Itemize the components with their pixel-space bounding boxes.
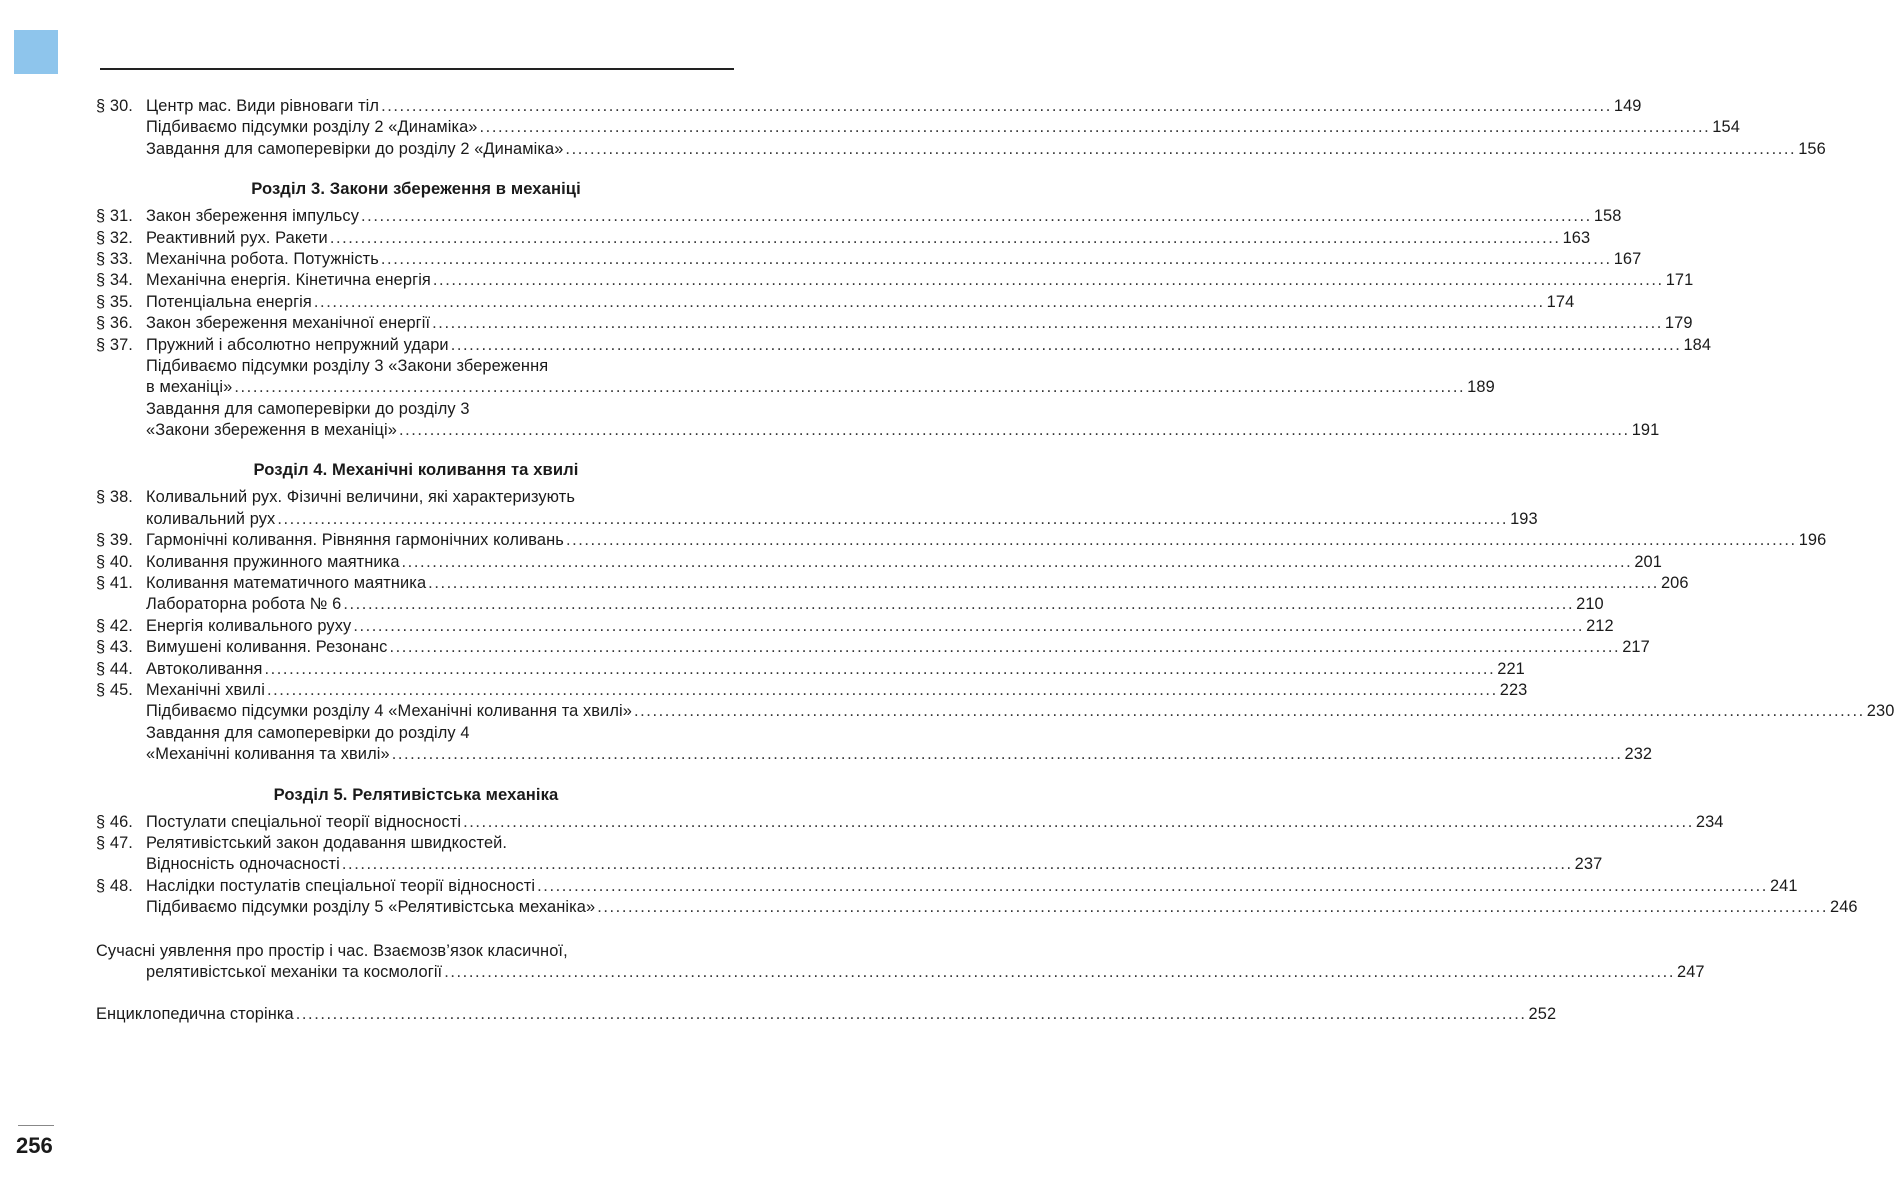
entry-number: § 35. [96, 292, 133, 311]
entry-page: 237 [1574, 855, 1603, 874]
toc-entry[interactable] [96, 812, 1724, 833]
entry-page: 174 [1546, 292, 1575, 311]
toc-entry[interactable] [96, 292, 1575, 313]
entry-page: 179 [1664, 314, 1693, 333]
entry-title-line: Завдання для самоперевірки до розділу 3 [146, 399, 470, 418]
toc-entry[interactable] [96, 487, 1538, 530]
entry-page: 234 [1695, 812, 1724, 831]
leader-dots: ........................................................................................................................................................................................................ [264, 659, 1496, 678]
entry-number: § 43. [96, 638, 133, 657]
leader-dots: ........................................................................................................................................................................................................ [398, 421, 1630, 440]
toc-entry[interactable] [96, 206, 1622, 227]
entry-first-line [96, 833, 736, 854]
entry-last-line [96, 744, 1653, 765]
leader-dots: ........................................................................................................................................................................................................ [428, 574, 1659, 593]
entry-title: Реактивний рух. Ракети [146, 228, 328, 247]
entry-line [96, 1004, 1557, 1025]
entry-title-line: Коливальний рух. Фізичні величини, які характеризують [146, 488, 575, 507]
section-heading: Розділ 5. Релятивістська механіка [273, 784, 559, 804]
entry-page: 154 [1712, 118, 1740, 137]
entry-title: Гармонічні коливання. Рівняння гармонічних коливань [146, 531, 564, 550]
toc-entry[interactable] [96, 573, 1689, 594]
entry-number: § 42. [96, 616, 133, 635]
entry-title: «Механічні коливання та хвилі» [146, 745, 390, 764]
entry-title-line: Завдання для самоперевірки до розділу 4 [146, 723, 470, 742]
entry-line [96, 897, 1858, 918]
entry-title: Наслідки постулатів спеціальної теорії відносності [146, 876, 536, 895]
entry-page: 212 [1586, 616, 1614, 635]
entry-line [96, 206, 1622, 227]
toc-entry[interactable] [96, 701, 1894, 722]
entry-title: Вимушені коливання. Резонанс [146, 638, 388, 657]
entry-title: Центр мас. Види рівноваги тіл [146, 97, 380, 115]
toc-section [96, 178, 1712, 441]
entry-title: «Закони збереження в механіці» [146, 421, 397, 440]
corner-color-block [14, 30, 58, 74]
entry-title: Механічна робота. Потужність [146, 249, 379, 268]
entry-line [96, 96, 1642, 117]
toc-entry[interactable] [96, 117, 1740, 138]
entry-line [96, 335, 1712, 356]
toc-section [96, 784, 1858, 919]
toc-entry[interactable] [96, 941, 1705, 984]
entry-last-line [96, 509, 1538, 530]
entry-title-line: Сучасні уявлення про простір і час. Взаємозв’язок класичної, [96, 941, 568, 960]
entry-line [96, 701, 1894, 722]
toc-entry[interactable] [96, 270, 1694, 291]
leader-dots: ........................................................................................................................................................................................................ [450, 335, 1682, 354]
leader-dots: ........................................................................................................................................................................................................ [329, 228, 1561, 247]
leader-dots: ........................................................................................................................................................................................................ [444, 962, 1675, 981]
entry-page: 191 [1631, 421, 1660, 440]
entry-first-line [96, 399, 736, 420]
entry-last-line [96, 377, 1495, 398]
leader-dots: ........................................................................................................................................................................................................ [313, 292, 1545, 311]
toc-section [96, 459, 1894, 765]
entry-line [96, 292, 1575, 313]
toc-entry[interactable] [96, 897, 1858, 918]
entry-page: 217 [1622, 638, 1650, 657]
entry-title: Пружний і абсолютно непружний удари [146, 335, 449, 354]
leader-dots: ........................................................................................................................................................................................................ [463, 812, 1694, 831]
entry-number: § 41. [96, 574, 133, 593]
toc-entry[interactable] [96, 356, 1495, 399]
entry-page: 206 [1660, 574, 1689, 593]
entry-title: Лабораторна робота № 6 [146, 595, 342, 614]
entry-page: 163 [1562, 228, 1591, 247]
entry-first-line [96, 941, 736, 962]
leader-dots: ........................................................................................................................................................................................................ [391, 745, 1623, 764]
entry-title-line: Релятивістський закон додавання швидкостей. [146, 833, 508, 852]
entry-title: Енергія коливального руху [146, 616, 352, 635]
entry-page: 189 [1467, 378, 1495, 397]
entry-number: § 30. [96, 97, 133, 115]
leader-dots: ........................................................................................................................................................................................................ [432, 271, 1664, 290]
entry-line [96, 270, 1694, 291]
leader-dots: ........................................................................................................................................................................................................ [266, 680, 1498, 699]
toc-entry[interactable] [96, 530, 1827, 551]
toc-sections [96, 178, 1894, 918]
entry-number: § 34. [96, 271, 133, 290]
entry-title-line: Підбиваємо підсумки розділу 3 «Закони збереження [146, 356, 549, 375]
leader-dots: ........................................................................................................................................................................................................ [479, 118, 1711, 137]
entry-number: § 31. [96, 207, 133, 226]
toc-entry[interactable] [96, 1004, 1557, 1025]
toc-entry[interactable] [96, 249, 1642, 270]
leader-dots: ........................................................................................................................................................................................................ [341, 855, 1573, 874]
entry-number: § 48. [96, 876, 133, 895]
leader-dots: ........................................................................................................................................................................................................ [343, 595, 1575, 614]
entry-line [96, 552, 1662, 573]
entry-title: Механічна енергія. Кінетична енергія [146, 271, 431, 290]
entry-number: § 38. [96, 488, 133, 507]
leader-dots: ........................................................................................................................................................................................................ [432, 314, 1663, 333]
entry-line [96, 637, 1650, 658]
leader-dots: ........................................................................................................................................................................................................ [389, 638, 1621, 657]
entry-page: 167 [1613, 249, 1642, 268]
leader-dots: ........................................................................................................................................................................................................ [234, 378, 1466, 397]
toc-entry[interactable] [96, 659, 1525, 680]
entry-line [96, 228, 1591, 249]
entry-number: § 46. [96, 812, 133, 831]
entry-number: § 40. [96, 552, 133, 571]
toc-entry[interactable] [96, 594, 1604, 615]
section-heading: Розділ 4. Механічні коливання та хвилі [253, 460, 579, 480]
toc-entry[interactable] [96, 552, 1662, 573]
leader-dots: ........................................................................................................................................................................................................ [401, 552, 1633, 571]
entry-line [96, 249, 1642, 270]
entry-line [96, 573, 1689, 594]
entry-title: Коливання математичного маятника [146, 574, 427, 593]
entry-page: 149 [1613, 97, 1642, 115]
leader-dots: ........................................................................................................................................................................................................ [353, 616, 1585, 635]
entry-page: 232 [1624, 745, 1653, 764]
entry-number: § 45. [96, 680, 133, 699]
entry-line [96, 117, 1740, 138]
entry-page: 156 [1798, 139, 1826, 158]
entry-page: 230 [1866, 702, 1894, 721]
entry-line [96, 680, 1528, 701]
entry-title: Коливання пружинного маятника [146, 552, 400, 571]
leader-dots: ........................................................................................................................................................................................................ [361, 207, 1592, 226]
entry-title: Підбиваємо підсумки розділу 2 «Динаміка» [146, 118, 478, 137]
entry-number: § 44. [96, 659, 133, 678]
entry-number: § 37. [96, 335, 133, 354]
entry-number: § 33. [96, 249, 133, 268]
leader-dots: ........................................................................................................................................................................................................ [565, 139, 1797, 158]
entry-title: Підбиваємо підсумки розділу 4 «Механічні коливання та хвилі» [146, 702, 632, 721]
entry-page: 246 [1830, 898, 1858, 917]
page-mark [18, 1125, 54, 1126]
entry-number: § 32. [96, 228, 133, 247]
entry-line [96, 530, 1827, 551]
entry-number: § 39. [96, 531, 133, 550]
entry-first-line [96, 723, 736, 744]
page-number: 256 [16, 1133, 53, 1158]
leader-dots: ........................................................................................................................................................................................................ [597, 898, 1828, 917]
leader-dots: ........................................................................................................................................................................................................ [634, 702, 1865, 721]
entry-line [96, 139, 1826, 160]
leader-dots: ........................................................................................................................................................................................................ [295, 1005, 1527, 1024]
entry-line [96, 659, 1525, 680]
section-heading: Розділ 3. Закони збереження в механіці [251, 179, 581, 199]
entry-title: Потенціальна енергія [146, 292, 312, 311]
entry-page: 223 [1499, 680, 1528, 699]
entry-first-line [96, 487, 736, 508]
entry-last-line [96, 962, 1705, 983]
entry-title: коливальний рух [146, 509, 276, 528]
leader-dots: ........................................................................................................................................................................................................ [277, 509, 1509, 528]
toc-entry[interactable] [96, 876, 1798, 897]
toc-entry[interactable] [96, 637, 1650, 658]
entry-line [96, 313, 1693, 334]
leader-dots: ........................................................................................................................................................................................................ [380, 249, 1612, 268]
entry-page: 171 [1665, 271, 1694, 290]
header-rule [100, 68, 734, 70]
entry-title: Постулати спеціальної теорії відносності [146, 812, 462, 831]
entry-page: 210 [1576, 595, 1604, 614]
entry-title: Енциклопедична сторінка [96, 1005, 294, 1024]
toc-entry[interactable] [96, 139, 1826, 160]
toc-entry[interactable] [96, 399, 1660, 442]
entry-title: в механіці» [146, 378, 233, 397]
entry-last-line [96, 420, 1660, 441]
entry-line [96, 616, 1614, 637]
toc-entry[interactable] [96, 96, 1642, 117]
toc-entry[interactable] [96, 228, 1591, 249]
entry-first-line [96, 356, 736, 377]
entry-title: релятивістської механіки та космології [146, 962, 443, 981]
entry-line [96, 594, 1604, 615]
entry-title: Підбиваємо підсумки розділу 5 «Релятивістська механіка» [146, 898, 596, 917]
entry-line [96, 876, 1798, 897]
leader-dots: ........................................................................................................................................................................................................ [565, 531, 1797, 550]
toc-entry[interactable] [96, 313, 1693, 334]
spacer [96, 919, 736, 941]
entry-page: 201 [1634, 552, 1662, 571]
entry-page: 196 [1798, 531, 1827, 550]
leader-dots: ........................................................................................................................................................................................................ [537, 876, 1768, 895]
toc-entry[interactable] [96, 335, 1712, 356]
entry-title: Відносність одночасності [146, 855, 340, 874]
toc-entry[interactable] [96, 680, 1528, 701]
entry-page: 241 [1769, 876, 1798, 895]
toc-entry[interactable] [96, 616, 1614, 637]
entry-title: Закон збереження механічної енергії [146, 314, 431, 333]
closing-entries [96, 941, 1705, 1026]
entry-line [96, 812, 1724, 833]
entry-page: 247 [1677, 962, 1705, 981]
entry-page: 158 [1593, 207, 1622, 226]
entry-page: 184 [1683, 335, 1712, 354]
entry-number: § 47. [96, 833, 133, 852]
entry-title: Закон збереження імпульсу [146, 207, 360, 226]
entry-title: Автоколивання [146, 659, 263, 678]
entry-page: 193 [1510, 509, 1538, 528]
toc-entry[interactable] [96, 723, 1653, 766]
entry-last-line [96, 854, 1603, 875]
entry-title: Механічні хвилі [146, 680, 265, 699]
entry-title: Завдання для самоперевірки до розділу 2 «Динаміка» [146, 139, 564, 158]
entry-page: 252 [1528, 1005, 1557, 1024]
leading-entries [96, 96, 1826, 160]
entry-number: § 36. [96, 314, 133, 333]
toc-entry[interactable] [96, 833, 1603, 876]
leader-dots: ........................................................................................................................................................................................................ [381, 97, 1612, 115]
table-of-contents [96, 96, 1894, 1026]
entry-page: 221 [1497, 659, 1525, 678]
